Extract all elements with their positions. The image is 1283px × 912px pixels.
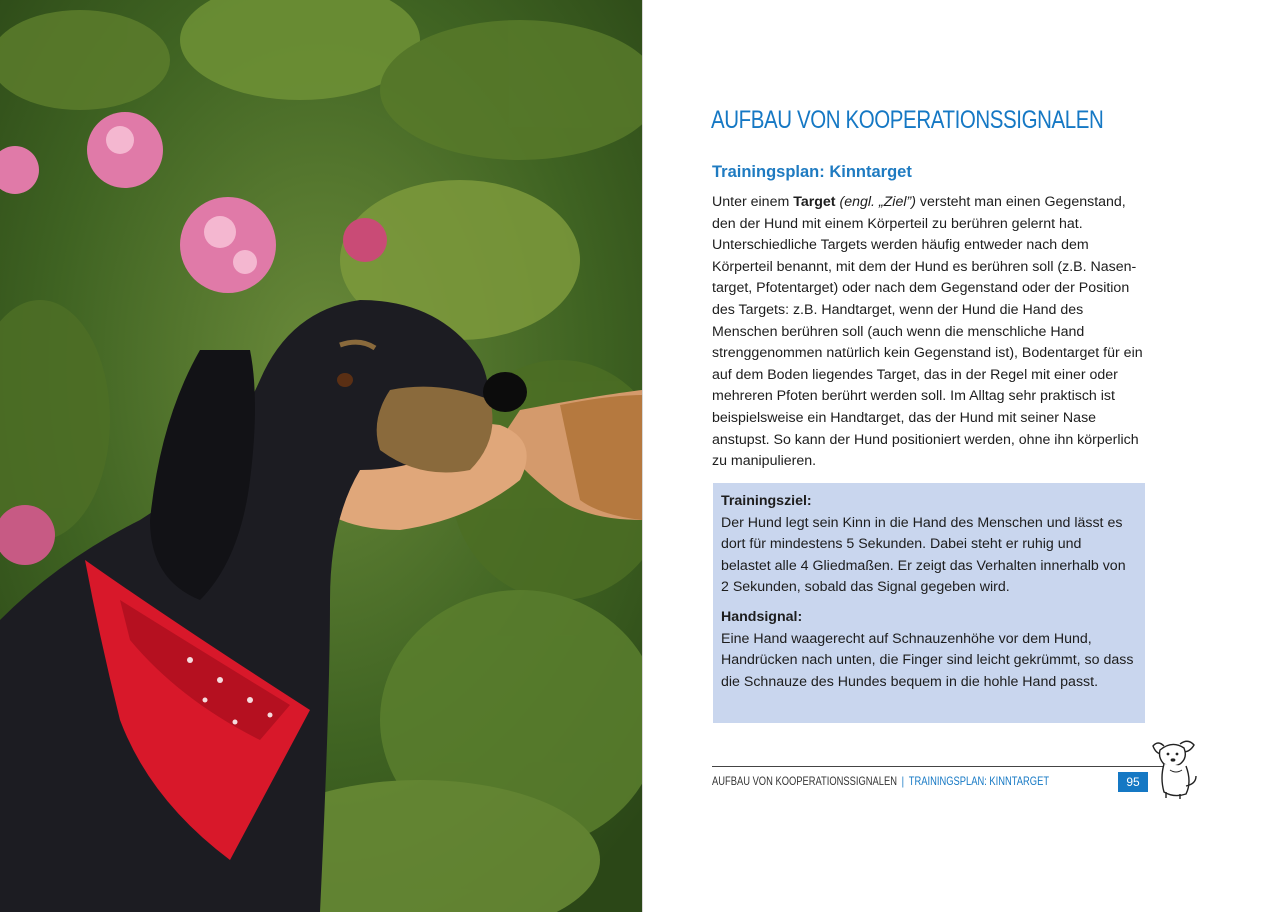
section-title: AUFBAU VON KOOPERATIONSSIGNALEN bbox=[711, 106, 1104, 134]
body-term: Target bbox=[793, 194, 836, 210]
subheading: Trainingsplan: Kinntarget bbox=[712, 163, 912, 181]
body-term-note: (engl. „Ziel”) bbox=[835, 194, 916, 210]
footer-separator: | bbox=[901, 774, 905, 788]
running-footer bbox=[712, 774, 1049, 788]
body-intro: Unter einem bbox=[712, 194, 794, 210]
footer-chapter: AUFBAU VON KOOPERATIONSSIGNALEN bbox=[712, 774, 897, 788]
page-number: 95 bbox=[1118, 772, 1148, 792]
signal-text: Eine Hand waagerecht auf Schnauzenhöhe vor dem Hund, Handrücken nach unten, die Finger sind leicht gekrümmt, so dass die Schnauze des Hundes bequem in die hohle Hand passt. bbox=[721, 630, 1134, 690]
body-paragraph bbox=[712, 192, 1152, 473]
footer-subchapter: TRAININGSPLAN: KINNTARGET bbox=[908, 774, 1050, 788]
goal-text: Der Hund legt sein Kinn in die Hand des Menschen und lässt es dort für mindestens 5 Sekunden. Dabei steht er ruhig und belastet alle 4 Gliedmaßen. Er zeigt das Verhalten innerhalb von 2 Sekunden, sobald das Signal gegeben wird. bbox=[721, 514, 1126, 596]
text-page bbox=[642, 0, 1283, 912]
body-text: versteht man einen Gegenstand, den der Hund mit einem Körperteil zu berühren gelernt hat. Unterschiedliche Targets werden häufig entweder nach dem Körperteil benannt, mit dem der Hund es berühren soll (z.B. Nasentarget, Pfotentarget) oder nach dem Gegenstand oder der Position des Targets: z.B. Handtarget, wenn der Hund die Hand des Menschen berühren soll (auch wenn die menschliche Hand strenggenommen natürlich kein Gegenstand ist), Bodentarget für ein auf dem Boden liegendes Target, das in der Regel mit einer oder mehreren Pfoten berührt werden soll. Im Alltag sehr praktisch ist beispielsweise ein Handtarget, das der Hund mit seiner Nase anstupst. So kann der Hund positioniert werden, ohne ihn körperlich zu manipulieren. bbox=[712, 194, 1143, 470]
footer-rule bbox=[712, 766, 1186, 767]
dog-mascot-icon bbox=[1150, 736, 1200, 800]
goal-label: Trainingsziel: bbox=[721, 493, 812, 509]
training-infobox bbox=[713, 483, 1145, 723]
signal-label: Handsignal: bbox=[721, 608, 803, 625]
